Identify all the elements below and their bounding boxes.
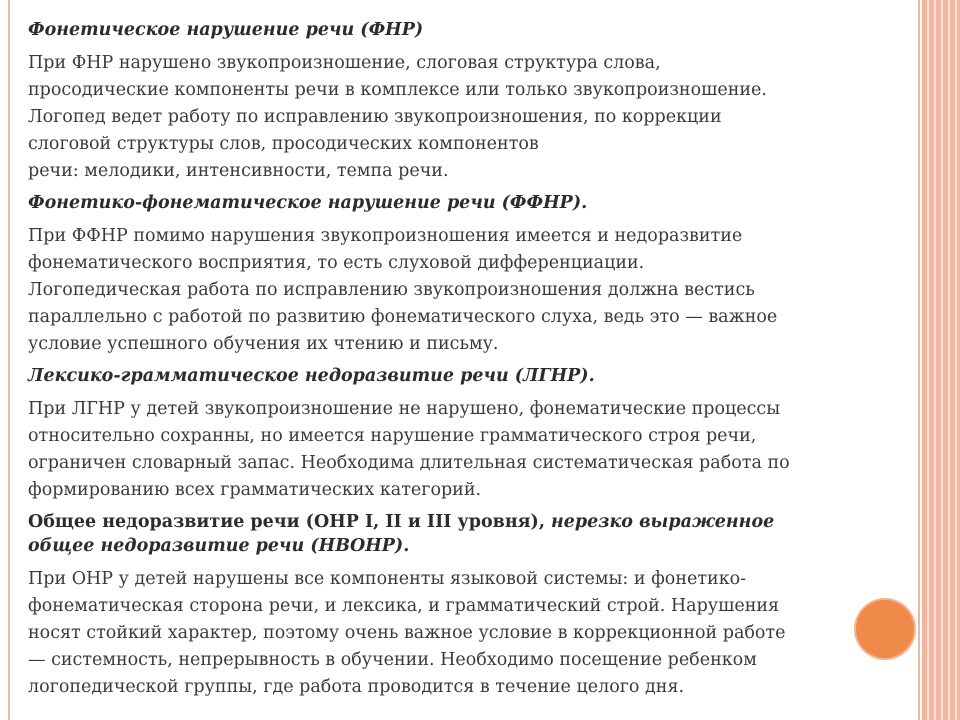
- text-line: Логопедическая работа по исправлению звукопроизношения должна вестись: [28, 280, 755, 300]
- text-line: просодические компоненты речи в комплексе или только звукопроизношение.: [28, 80, 767, 100]
- decorative-stripes: [922, 0, 960, 720]
- heading-onr: [28, 510, 908, 558]
- heading-onr-line2: общее недоразвитие речи (НВОНР).: [28, 536, 410, 556]
- heading-onr-italic: нерезко выраженное: [544, 512, 775, 532]
- heading-fnr: Фонетическое нарушение речи (ФНР): [28, 20, 424, 40]
- left-frame-line: [8, 0, 10, 720]
- text-line: Логопед ведет работу по исправлению звукопроизношения, по коррекции: [28, 107, 722, 127]
- text-line: При ФФНР помимо нарушения звукопроизношения имеется и недоразвитие: [28, 226, 743, 246]
- paragraph-lgnr: [28, 396, 908, 504]
- paragraph-ffnr: [28, 223, 908, 358]
- text-line: слоговой структуры слов, просодических компонентов: [28, 134, 539, 154]
- text-line: фонематическая сторона речи, и лексика, и грамматический строй. Нарушения: [28, 596, 780, 616]
- slide-content: [28, 18, 908, 707]
- paragraph-fnr: [28, 50, 908, 185]
- text-line: логопедической группы, где работа проводится в течение целого дня.: [28, 677, 685, 697]
- text-line: условие успешного обучения их чтению и письму.: [28, 334, 499, 354]
- heading-ffnr: Фонетико-фонематическое нарушение речи (ФФНР).: [28, 193, 588, 213]
- orange-circle-decoration: [856, 600, 914, 658]
- text-line: относительно сохранны, но имеется нарушение грамматического строя речи,: [28, 426, 757, 446]
- text-line: носят стойкий характер, поэтому очень важное условие в коррекционной работе: [28, 623, 786, 643]
- text-line: фонематического восприятия, то есть слуховой дифференциации.: [28, 253, 645, 273]
- text-line: параллельно с работой по развитию фонематического слуха, ведь это — важное: [28, 307, 778, 327]
- heading-lgnr: Лексико-грамматическое недоразвитие речи (ЛГНР).: [28, 366, 595, 386]
- right-frame-line: [918, 0, 920, 720]
- paragraph-onr: [28, 566, 908, 701]
- text-line: При ЛГНР у детей звукопроизношение не нарушено, фонематические процессы: [28, 399, 781, 419]
- text-line: При ФНР нарушено звукопроизношение, слоговая структура слова,: [28, 53, 661, 73]
- text-line: ограничен словарный запас. Необходима длительная систематическая работа по: [28, 453, 790, 473]
- heading-onr-upright: Общее недоразвитие речи (ОНР I, II и III уровня),: [28, 512, 545, 532]
- text-line: формированию всех грамматических категорий.: [28, 480, 482, 500]
- text-line: При ОНР у детей нарушены все компоненты языковой системы: и фонетико-: [28, 569, 747, 589]
- text-line: речи: мелодики, интенсивности, темпа речи.: [28, 161, 449, 181]
- text-line: — системность, непрерывность в обучении. Необходимо посещение ребенком: [28, 650, 757, 670]
